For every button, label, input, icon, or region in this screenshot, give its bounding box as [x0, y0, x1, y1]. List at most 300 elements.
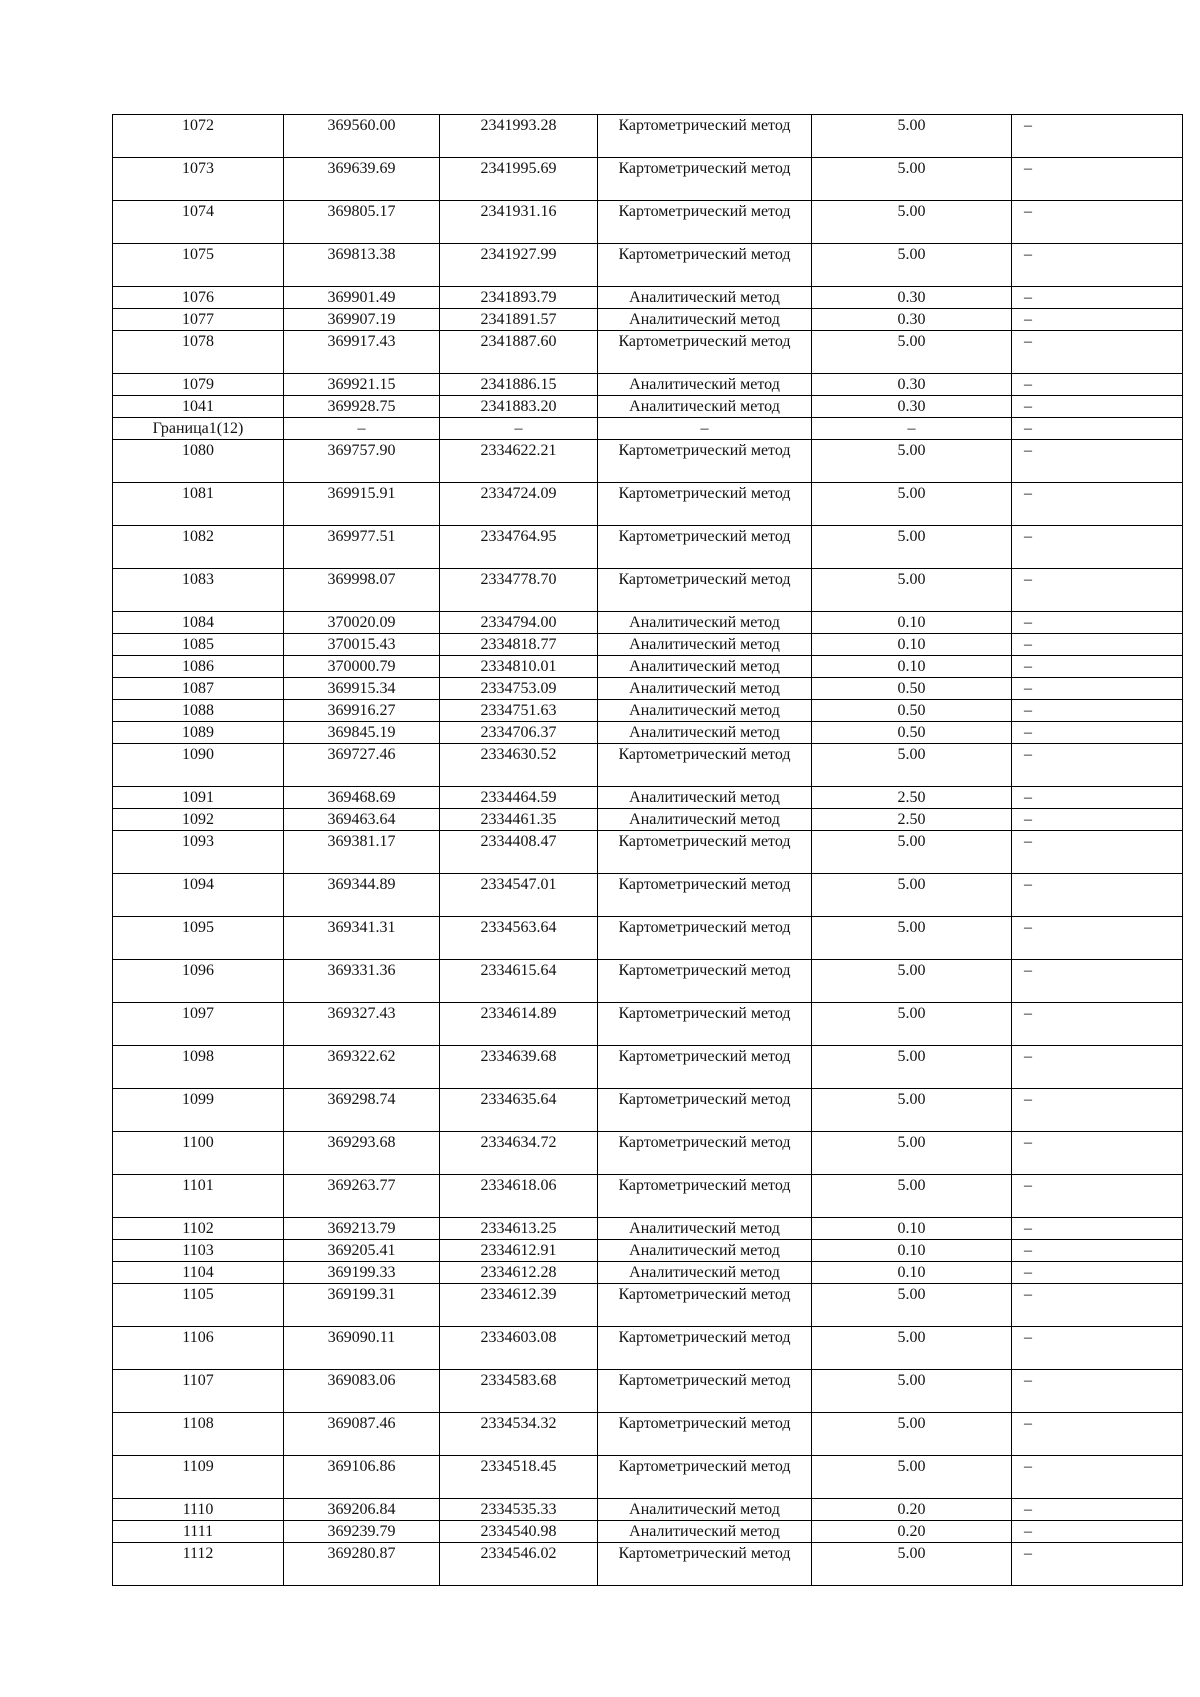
method-cell: Аналитический метод [598, 287, 812, 309]
table-row [113, 1327, 1183, 1370]
accuracy-cell: 5.00 [812, 115, 1012, 158]
x-coordinate-cell: 369901.49 [284, 287, 440, 309]
point-number-cell: 1108 [113, 1413, 284, 1456]
accuracy-cell: 2.50 [812, 809, 1012, 831]
method-cell: Картометрический метод [598, 526, 812, 569]
accuracy-cell: 5.00 [812, 1327, 1012, 1370]
y-coordinate-cell: 2341883.20 [440, 396, 598, 418]
method-cell: Аналитический метод [598, 1240, 812, 1262]
y-coordinate-cell: 2334546.02 [440, 1543, 598, 1586]
method-cell: Картометрический метод [598, 1413, 812, 1456]
y-coordinate-cell: 2341887.60 [440, 331, 598, 374]
y-coordinate-cell: 2334461.35 [440, 809, 598, 831]
x-coordinate-cell: 369917.43 [284, 331, 440, 374]
y-coordinate-cell: 2334408.47 [440, 831, 598, 874]
description-cell: – [1012, 612, 1183, 634]
table-row [113, 440, 1183, 483]
accuracy-cell: 5.00 [812, 201, 1012, 244]
accuracy-cell: 5.00 [812, 569, 1012, 612]
y-coordinate-cell: 2334778.70 [440, 569, 598, 612]
y-coordinate-cell: 2341893.79 [440, 287, 598, 309]
x-coordinate-cell: 369206.84 [284, 1499, 440, 1521]
y-coordinate-cell: 2334547.01 [440, 874, 598, 917]
point-number-cell: 1097 [113, 1003, 284, 1046]
y-coordinate-cell: 2341995.69 [440, 158, 598, 201]
description-cell: – [1012, 787, 1183, 809]
accuracy-cell: 0.10 [812, 1218, 1012, 1240]
method-cell: Картометрический метод [598, 158, 812, 201]
accuracy-cell: 5.00 [812, 244, 1012, 287]
y-coordinate-cell: 2334540.98 [440, 1521, 598, 1543]
table-row [113, 1175, 1183, 1218]
method-cell: Аналитический метод [598, 396, 812, 418]
method-cell: Аналитический метод [598, 374, 812, 396]
method-cell: Картометрический метод [598, 115, 812, 158]
table-row [113, 1456, 1183, 1499]
table-row [113, 287, 1183, 309]
accuracy-cell: 0.50 [812, 700, 1012, 722]
description-cell: – [1012, 1327, 1183, 1370]
method-cell: Аналитический метод [598, 809, 812, 831]
y-coordinate-cell: 2334810.01 [440, 656, 598, 678]
point-number-cell: 1110 [113, 1499, 284, 1521]
accuracy-cell: 0.20 [812, 1499, 1012, 1521]
method-cell: Аналитический метод [598, 1521, 812, 1543]
x-coordinate-cell: 369090.11 [284, 1327, 440, 1370]
y-coordinate-cell: – [440, 418, 598, 440]
y-coordinate-cell: 2334583.68 [440, 1370, 598, 1413]
y-coordinate-cell: 2334618.06 [440, 1175, 598, 1218]
description-cell: – [1012, 722, 1183, 744]
y-coordinate-cell: 2334612.28 [440, 1262, 598, 1284]
method-cell: Картометрический метод [598, 874, 812, 917]
method-cell: Картометрический метод [598, 1132, 812, 1175]
table-row [113, 1543, 1183, 1586]
table-row [113, 115, 1183, 158]
table-row [113, 1413, 1183, 1456]
description-cell: – [1012, 244, 1183, 287]
table-row [113, 1046, 1183, 1089]
description-cell: – [1012, 483, 1183, 526]
point-number-cell: 1083 [113, 569, 284, 612]
point-number-cell: 1091 [113, 787, 284, 809]
point-number-cell: 1084 [113, 612, 284, 634]
y-coordinate-cell: 2334615.64 [440, 960, 598, 1003]
accuracy-cell: 0.30 [812, 396, 1012, 418]
accuracy-cell: – [812, 418, 1012, 440]
table-row [113, 744, 1183, 787]
table-row [113, 809, 1183, 831]
table-row [113, 874, 1183, 917]
method-cell: Картометрический метод [598, 331, 812, 374]
description-cell: – [1012, 1089, 1183, 1132]
x-coordinate-cell: 369813.38 [284, 244, 440, 287]
y-coordinate-cell: 2334603.08 [440, 1327, 598, 1370]
table-row [113, 158, 1183, 201]
accuracy-cell: 5.00 [812, 1413, 1012, 1456]
point-number-cell: 1103 [113, 1240, 284, 1262]
accuracy-cell: 2.50 [812, 787, 1012, 809]
y-coordinate-cell: 2334612.39 [440, 1284, 598, 1327]
point-number-cell: 1100 [113, 1132, 284, 1175]
description-cell: – [1012, 700, 1183, 722]
point-number-cell: 1105 [113, 1284, 284, 1327]
accuracy-cell: 5.00 [812, 526, 1012, 569]
point-number-cell: 1112 [113, 1543, 284, 1586]
point-number-cell: 1109 [113, 1456, 284, 1499]
table-row [113, 722, 1183, 744]
y-coordinate-cell: 2334622.21 [440, 440, 598, 483]
point-number-cell: 1078 [113, 331, 284, 374]
table-row [113, 960, 1183, 1003]
y-coordinate-cell: 2334563.64 [440, 917, 598, 960]
x-coordinate-cell: 369845.19 [284, 722, 440, 744]
method-cell: Картометрический метод [598, 440, 812, 483]
x-coordinate-cell: 369083.06 [284, 1370, 440, 1413]
description-cell: – [1012, 634, 1183, 656]
point-number-cell: 1087 [113, 678, 284, 700]
method-cell: Аналитический метод [598, 700, 812, 722]
description-cell: – [1012, 1132, 1183, 1175]
accuracy-cell: 5.00 [812, 1370, 1012, 1413]
accuracy-cell: 0.10 [812, 634, 1012, 656]
y-coordinate-cell: 2334535.33 [440, 1499, 598, 1521]
description-cell: – [1012, 569, 1183, 612]
point-number-cell: 1072 [113, 115, 284, 158]
x-coordinate-cell: 369293.68 [284, 1132, 440, 1175]
point-number-cell: 1086 [113, 656, 284, 678]
x-coordinate-cell: 369263.77 [284, 1175, 440, 1218]
accuracy-cell: 0.50 [812, 722, 1012, 744]
table-row [113, 418, 1183, 440]
table-row [113, 831, 1183, 874]
x-coordinate-cell: 369916.27 [284, 700, 440, 722]
point-number-cell: 1095 [113, 917, 284, 960]
table-row [113, 1132, 1183, 1175]
table-row [113, 1240, 1183, 1262]
description-cell: – [1012, 678, 1183, 700]
x-coordinate-cell: 369977.51 [284, 526, 440, 569]
description-cell: – [1012, 1521, 1183, 1543]
y-coordinate-cell: 2341993.28 [440, 115, 598, 158]
table-row [113, 787, 1183, 809]
method-cell: Аналитический метод [598, 1262, 812, 1284]
description-cell: – [1012, 1046, 1183, 1089]
description-cell: – [1012, 1413, 1183, 1456]
point-number-cell: 1082 [113, 526, 284, 569]
method-cell: Картометрический метод [598, 1003, 812, 1046]
description-cell: – [1012, 1175, 1183, 1218]
description-cell: – [1012, 656, 1183, 678]
table-row [113, 569, 1183, 612]
x-coordinate-cell: 369757.90 [284, 440, 440, 483]
point-number-cell: 1101 [113, 1175, 284, 1218]
table-row [113, 1262, 1183, 1284]
x-coordinate-cell: 369327.43 [284, 1003, 440, 1046]
description-cell: – [1012, 831, 1183, 874]
point-number-cell: 1077 [113, 309, 284, 331]
accuracy-cell: 0.30 [812, 309, 1012, 331]
y-coordinate-cell: 2334724.09 [440, 483, 598, 526]
table-row [113, 396, 1183, 418]
accuracy-cell: 5.00 [812, 1284, 1012, 1327]
y-coordinate-cell: 2334612.91 [440, 1240, 598, 1262]
accuracy-cell: 5.00 [812, 1089, 1012, 1132]
description-cell: – [1012, 1240, 1183, 1262]
accuracy-cell: 5.00 [812, 331, 1012, 374]
method-cell: Картометрический метод [598, 1370, 812, 1413]
y-coordinate-cell: 2334613.25 [440, 1218, 598, 1240]
x-coordinate-cell: 369280.87 [284, 1543, 440, 1586]
accuracy-cell: 5.00 [812, 483, 1012, 526]
point-number-cell: 1111 [113, 1521, 284, 1543]
coordinates-table-body [113, 115, 1183, 1586]
point-number-cell: 1107 [113, 1370, 284, 1413]
table-row [113, 1003, 1183, 1046]
method-cell: Аналитический метод [598, 634, 812, 656]
method-cell: Картометрический метод [598, 1284, 812, 1327]
method-cell: Картометрический метод [598, 1456, 812, 1499]
table-row [113, 483, 1183, 526]
point-number-cell: 1093 [113, 831, 284, 874]
x-coordinate-cell: 369205.41 [284, 1240, 440, 1262]
x-coordinate-cell: 369915.91 [284, 483, 440, 526]
accuracy-cell: 5.00 [812, 1003, 1012, 1046]
x-coordinate-cell: 369344.89 [284, 874, 440, 917]
point-number-cell: 1085 [113, 634, 284, 656]
point-number-cell: 1092 [113, 809, 284, 831]
method-cell: Картометрический метод [598, 483, 812, 526]
accuracy-cell: 5.00 [812, 917, 1012, 960]
table-row [113, 1089, 1183, 1132]
description-cell: – [1012, 440, 1183, 483]
x-coordinate-cell: 369213.79 [284, 1218, 440, 1240]
accuracy-cell: 5.00 [812, 1543, 1012, 1586]
method-cell: Картометрический метод [598, 1543, 812, 1586]
accuracy-cell: 0.50 [812, 678, 1012, 700]
point-number-cell: 1075 [113, 244, 284, 287]
accuracy-cell: 5.00 [812, 1175, 1012, 1218]
accuracy-cell: 5.00 [812, 831, 1012, 874]
description-cell: – [1012, 744, 1183, 787]
accuracy-cell: 5.00 [812, 744, 1012, 787]
point-number-cell: 1089 [113, 722, 284, 744]
y-coordinate-cell: 2341931.16 [440, 201, 598, 244]
accuracy-cell: 5.00 [812, 1046, 1012, 1089]
method-cell: Аналитический метод [598, 612, 812, 634]
table-row [113, 244, 1183, 287]
table-row [113, 526, 1183, 569]
table-row [113, 331, 1183, 374]
y-coordinate-cell: 2334794.00 [440, 612, 598, 634]
description-cell: – [1012, 115, 1183, 158]
y-coordinate-cell: 2334534.32 [440, 1413, 598, 1456]
y-coordinate-cell: 2341886.15 [440, 374, 598, 396]
accuracy-cell: 0.10 [812, 656, 1012, 678]
y-coordinate-cell: 2334518.45 [440, 1456, 598, 1499]
description-cell: – [1012, 960, 1183, 1003]
x-coordinate-cell: 369199.33 [284, 1262, 440, 1284]
point-number-cell: 1098 [113, 1046, 284, 1089]
table-row [113, 917, 1183, 960]
x-coordinate-cell: 369239.79 [284, 1521, 440, 1543]
x-coordinate-cell: 369381.17 [284, 831, 440, 874]
table-row [113, 201, 1183, 244]
point-number-cell: 1080 [113, 440, 284, 483]
point-number-cell: 1076 [113, 287, 284, 309]
y-coordinate-cell: 2334614.89 [440, 1003, 598, 1046]
method-cell: Аналитический метод [598, 787, 812, 809]
x-coordinate-cell: 369341.31 [284, 917, 440, 960]
y-coordinate-cell: 2334751.63 [440, 700, 598, 722]
description-cell: – [1012, 287, 1183, 309]
x-coordinate-cell: 369727.46 [284, 744, 440, 787]
point-number-cell: 1099 [113, 1089, 284, 1132]
table-row [113, 678, 1183, 700]
point-number-cell: 1088 [113, 700, 284, 722]
point-number-cell: 1102 [113, 1218, 284, 1240]
description-cell: – [1012, 917, 1183, 960]
y-coordinate-cell: 2334706.37 [440, 722, 598, 744]
accuracy-cell: 5.00 [812, 874, 1012, 917]
accuracy-cell: 0.30 [812, 287, 1012, 309]
accuracy-cell: 0.10 [812, 1262, 1012, 1284]
table-row [113, 309, 1183, 331]
description-cell: – [1012, 1456, 1183, 1499]
method-cell: Картометрический метод [598, 960, 812, 1003]
x-coordinate-cell: 369805.17 [284, 201, 440, 244]
description-cell: – [1012, 1543, 1183, 1586]
table-row [113, 374, 1183, 396]
table-row [113, 634, 1183, 656]
x-coordinate-cell: 369639.69 [284, 158, 440, 201]
x-coordinate-cell: 369298.74 [284, 1089, 440, 1132]
point-number-cell: 1094 [113, 874, 284, 917]
description-cell: – [1012, 526, 1183, 569]
x-coordinate-cell: 369199.31 [284, 1284, 440, 1327]
description-cell: – [1012, 1003, 1183, 1046]
accuracy-cell: 5.00 [812, 960, 1012, 1003]
coordinates-table [112, 114, 1183, 1586]
method-cell: Аналитический метод [598, 722, 812, 744]
method-cell: Картометрический метод [598, 1046, 812, 1089]
table-row [113, 700, 1183, 722]
description-cell: – [1012, 1370, 1183, 1413]
y-coordinate-cell: 2334639.68 [440, 1046, 598, 1089]
method-cell: Картометрический метод [598, 244, 812, 287]
y-coordinate-cell: 2334634.72 [440, 1132, 598, 1175]
x-coordinate-cell: 369331.36 [284, 960, 440, 1003]
point-number-cell: 1090 [113, 744, 284, 787]
method-cell: – [598, 418, 812, 440]
description-cell: – [1012, 809, 1183, 831]
method-cell: Картометрический метод [598, 744, 812, 787]
y-coordinate-cell: 2334753.09 [440, 678, 598, 700]
accuracy-cell: 5.00 [812, 440, 1012, 483]
x-coordinate-cell: 369928.75 [284, 396, 440, 418]
table-row [113, 1370, 1183, 1413]
table-row [113, 1284, 1183, 1327]
description-cell: – [1012, 1284, 1183, 1327]
method-cell: Картометрический метод [598, 1327, 812, 1370]
table-row [113, 612, 1183, 634]
x-coordinate-cell: 370020.09 [284, 612, 440, 634]
x-coordinate-cell: 369907.19 [284, 309, 440, 331]
accuracy-cell: 5.00 [812, 158, 1012, 201]
point-number-cell: 1073 [113, 158, 284, 201]
method-cell: Аналитический метод [598, 1499, 812, 1521]
method-cell: Аналитический метод [598, 309, 812, 331]
description-cell: – [1012, 874, 1183, 917]
method-cell: Картометрический метод [598, 917, 812, 960]
point-number-cell: 1104 [113, 1262, 284, 1284]
description-cell: – [1012, 1262, 1183, 1284]
method-cell: Картометрический метод [598, 1089, 812, 1132]
table-row [113, 1499, 1183, 1521]
x-coordinate-cell: 369560.00 [284, 115, 440, 158]
accuracy-cell: 0.10 [812, 1240, 1012, 1262]
table-row [113, 1521, 1183, 1543]
x-coordinate-cell: – [284, 418, 440, 440]
y-coordinate-cell: 2334818.77 [440, 634, 598, 656]
description-cell: – [1012, 1218, 1183, 1240]
description-cell: – [1012, 201, 1183, 244]
method-cell: Картометрический метод [598, 201, 812, 244]
x-coordinate-cell: 369468.69 [284, 787, 440, 809]
point-number-cell: Граница1(12) [113, 418, 284, 440]
description-cell: – [1012, 331, 1183, 374]
point-number-cell: 1096 [113, 960, 284, 1003]
description-cell: – [1012, 309, 1183, 331]
description-cell: – [1012, 418, 1183, 440]
method-cell: Картометрический метод [598, 569, 812, 612]
x-coordinate-cell: 369921.15 [284, 374, 440, 396]
y-coordinate-cell: 2334764.95 [440, 526, 598, 569]
description-cell: – [1012, 374, 1183, 396]
accuracy-cell: 0.20 [812, 1521, 1012, 1543]
description-cell: – [1012, 396, 1183, 418]
y-coordinate-cell: 2334635.64 [440, 1089, 598, 1132]
x-coordinate-cell: 370000.79 [284, 656, 440, 678]
x-coordinate-cell: 369106.86 [284, 1456, 440, 1499]
table-row [113, 656, 1183, 678]
method-cell: Аналитический метод [598, 1218, 812, 1240]
x-coordinate-cell: 370015.43 [284, 634, 440, 656]
point-number-cell: 1079 [113, 374, 284, 396]
method-cell: Аналитический метод [598, 656, 812, 678]
point-number-cell: 1074 [113, 201, 284, 244]
x-coordinate-cell: 369322.62 [284, 1046, 440, 1089]
y-coordinate-cell: 2341927.99 [440, 244, 598, 287]
y-coordinate-cell: 2334464.59 [440, 787, 598, 809]
method-cell: Аналитический метод [598, 678, 812, 700]
accuracy-cell: 0.30 [812, 374, 1012, 396]
method-cell: Картометрический метод [598, 1175, 812, 1218]
point-number-cell: 1106 [113, 1327, 284, 1370]
table-row [113, 1218, 1183, 1240]
description-cell: – [1012, 158, 1183, 201]
x-coordinate-cell: 369463.64 [284, 809, 440, 831]
point-number-cell: 1041 [113, 396, 284, 418]
y-coordinate-cell: 2334630.52 [440, 744, 598, 787]
x-coordinate-cell: 369087.46 [284, 1413, 440, 1456]
accuracy-cell: 5.00 [812, 1132, 1012, 1175]
accuracy-cell: 0.10 [812, 612, 1012, 634]
point-number-cell: 1081 [113, 483, 284, 526]
method-cell: Картометрический метод [598, 831, 812, 874]
description-cell: – [1012, 1499, 1183, 1521]
x-coordinate-cell: 369998.07 [284, 569, 440, 612]
